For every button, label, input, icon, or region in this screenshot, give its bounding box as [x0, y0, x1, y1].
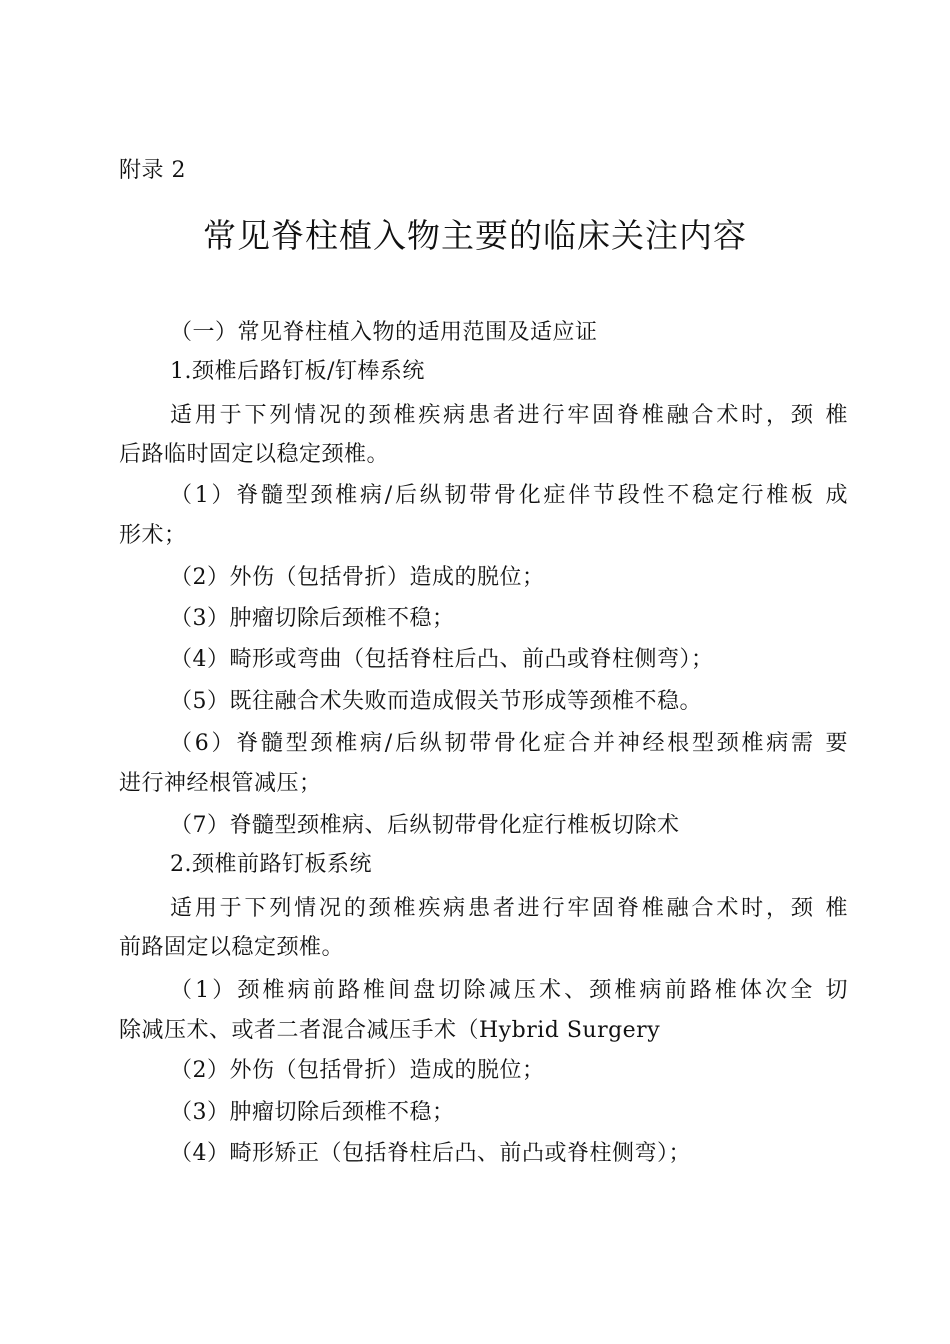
system2-item1-line1: （1）颈椎病前路椎间盘切除减压术、颈椎病前路椎体次全 切 — [170, 978, 848, 1003]
system2-item3: （3）肿瘤切除后颈椎不稳； — [170, 1100, 455, 1125]
system1-item2: （2）外伤（包括骨折）造成的脱位； — [170, 565, 545, 590]
system1-item1-line1: （1）脊髓型颈椎病/后纵韧带骨化症伴节段性不稳定行椎板 成 — [170, 483, 848, 508]
system1-item1-line2: 形术； — [119, 523, 187, 548]
system1-item4: （4）畸形或弯曲（包括脊柱后凸、前凸或脊柱侧弯）； — [170, 647, 714, 672]
system1-heading: 1.颈椎后路钉板/钉棒系统 — [170, 359, 425, 384]
document-title: 常见脊柱植入物主要的临床关注内容 — [203, 216, 747, 255]
system1-item3: （3）肿瘤切除后颈椎不稳； — [170, 606, 455, 631]
system2-item4: （4）畸形矫正（包括脊柱后凸、前凸或脊柱侧弯）； — [170, 1141, 691, 1166]
appendix-label: 附录 2 — [119, 158, 186, 183]
system2-intro-line2: 前路固定以稳定颈椎。 — [119, 935, 345, 960]
system1-intro-line1: 适用于下列情况的颈椎疾病患者进行牢固脊椎融合术时，颈 椎 — [170, 403, 848, 428]
system2-item1-line2: 除减压术、或者二者混合减压手术（Hybrid Surgery — [119, 1018, 661, 1043]
section-heading: （一）常见脊柱植入物的适用范围及适应证 — [170, 320, 598, 345]
system2-heading: 2.颈椎前路钉板系统 — [170, 852, 372, 877]
system1-intro-line2: 后路临时固定以稳定颈椎。 — [119, 442, 390, 467]
system1-item5: （5）既往融合术失败而造成假关节形成等颈椎不稳。 — [170, 689, 702, 714]
system1-item7: （7）脊髓型颈椎病、后纵韧带骨化症行椎板切除术 — [170, 813, 680, 838]
system1-item6-line1: （6）脊髓型颈椎病/后纵韧带骨化症合并神经根型颈椎病需 要 — [170, 731, 848, 756]
system2-item2: （2）外伤（包括骨折）造成的脱位； — [170, 1058, 545, 1083]
system1-item6-line2: 进行神经根管减压； — [119, 771, 322, 796]
system2-intro-line1: 适用于下列情况的颈椎疾病患者进行牢固脊椎融合术时，颈 椎 — [170, 896, 848, 921]
